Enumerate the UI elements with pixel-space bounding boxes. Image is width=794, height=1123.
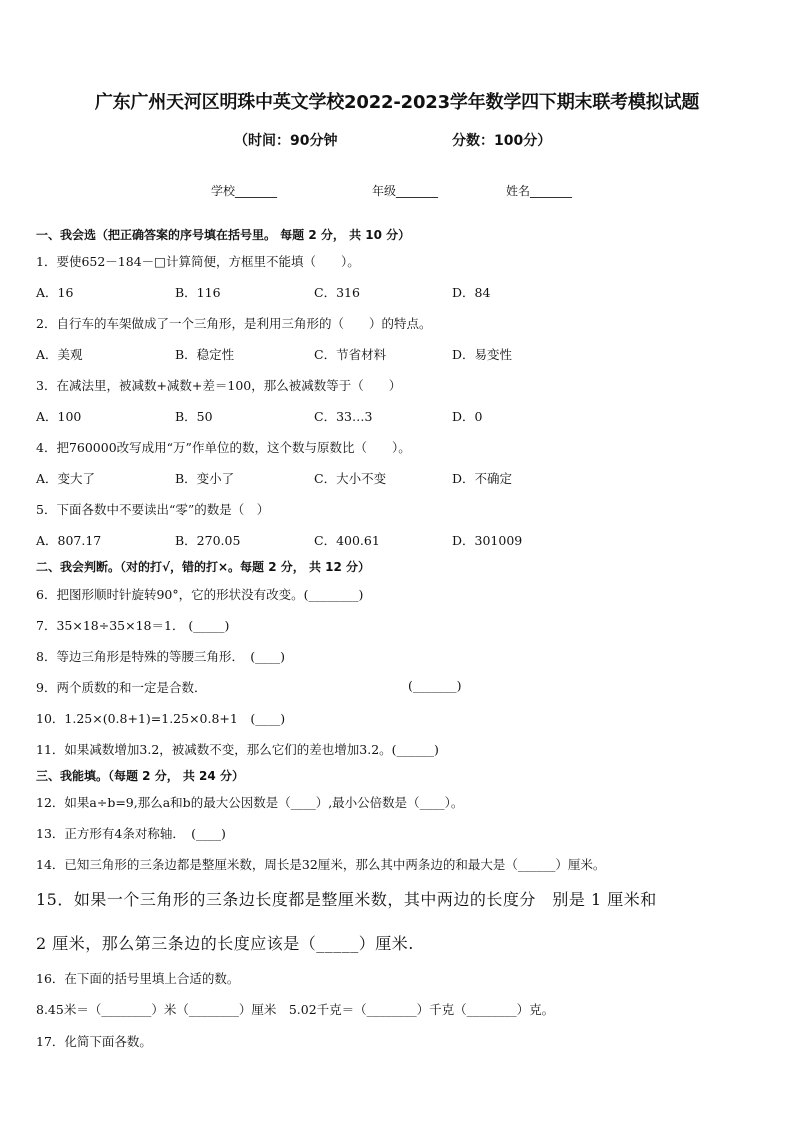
name-field[interactable]: 姓名_______ bbox=[506, 184, 573, 198]
q5-option-d: D．301009 bbox=[452, 533, 523, 548]
q2-option-d: D．易变性 bbox=[452, 347, 513, 362]
question-7: 7．35×18÷35×18＝1． (_____) bbox=[36, 618, 230, 633]
q4-option-b: B．变小了 bbox=[175, 471, 235, 486]
q2-option-b: B．稳定性 bbox=[175, 347, 235, 362]
q3-option-c: C．33…3 bbox=[314, 409, 373, 424]
section-heading-fill: 三、我能填。（每题 2 分， 共 24 分） bbox=[36, 769, 244, 783]
q4-option-d: D．不确定 bbox=[452, 471, 513, 486]
q1-option-c: C．316 bbox=[314, 285, 360, 300]
question-8: 8．等边三角形是特殊的等腰三角形． (____) bbox=[36, 649, 285, 664]
question-13: 13．正方形有4条对称轴． (____) bbox=[36, 826, 226, 841]
q2-option-a: A．美观 bbox=[36, 347, 83, 362]
q3-option-a: A．100 bbox=[36, 409, 82, 424]
q5-option-c: C．400.61 bbox=[314, 533, 380, 548]
grade-field[interactable]: 年级_______ bbox=[372, 184, 439, 198]
question-2: 2．自行车的车架做成了一个三角形，是利用三角形的（ ）的特点。 bbox=[36, 316, 432, 331]
question-14: 14．已知三角形的三条边都是整厘米数，周长是32厘米，那么其中两条边的和最大是（______）厘米。 bbox=[36, 857, 606, 872]
question-9: 9．两个质数的和一定是合数． bbox=[36, 680, 207, 695]
question-4: 4．把760000改写成用“万”作单位的数，这个数与原数比（ ）。 bbox=[36, 440, 411, 455]
section-heading-judge: 二、我会判断。（对的打√，错的打×。每题 2 分， 共 12 分） bbox=[36, 560, 370, 574]
q1-option-d: D．84 bbox=[452, 285, 491, 300]
q4-option-a: A．变大了 bbox=[36, 471, 96, 486]
question-3: 3．在减法里，被减数+减数+差＝100，那么被减数等于（ ） bbox=[36, 378, 402, 393]
question-15-line-1: 15．如果一个三角形的三条边长度都是整厘米数，其中两边的长度分 别是 1 厘米和 bbox=[36, 890, 657, 909]
q5-option-a: A．807.17 bbox=[36, 533, 102, 548]
question-17: 17．化简下面各数。 bbox=[36, 1034, 152, 1049]
q4-option-c: C．大小不变 bbox=[314, 471, 387, 486]
q3-option-d: D．0 bbox=[452, 409, 483, 424]
q1-option-b: B．116 bbox=[175, 285, 221, 300]
question-10: 10．1.25×(0.8+1)=1.25×0.8+1 (____) bbox=[36, 711, 286, 726]
section-heading-choice: 一、我会选（把正确答案的序号填在括号里。 每题 2 分， 共 10 分） bbox=[36, 228, 411, 242]
question-16: 16．在下面的括号里填上合适的数。 bbox=[36, 971, 240, 986]
question-11: 11．如果减数增加3.2，被减数不变，那么它们的差也增加3.2。(______) bbox=[36, 742, 439, 757]
question-9-blank: (_______) bbox=[408, 678, 462, 693]
question-16-blanks: 8.45米＝（________）米（________）厘米 5.02千克＝（________）千克（________）克。 bbox=[36, 1002, 555, 1017]
question-12: 12．如果a÷b=9,那么a和b的最大公因数是（____）,最小公倍数是（____）。 bbox=[36, 795, 464, 810]
exam-title: 广东广州天河区明珠中英文学校2022-2023学年数学四下期末联考模拟试题 bbox=[94, 92, 700, 113]
q5-option-b: B．270.05 bbox=[175, 533, 241, 548]
time-label: （时间：90分钟 bbox=[234, 133, 338, 149]
q1-option-a: A．16 bbox=[36, 285, 74, 300]
school-field[interactable]: 学校_______ bbox=[211, 184, 278, 198]
question-15-line-2: 2 厘米，那么第三条边的长度应该是（_____）厘米. bbox=[36, 934, 414, 953]
question-5: 5．下面各数中不要读出“零”的数是（ ） bbox=[36, 502, 270, 517]
question-6: 6．把图形顺时针旋转90°，它的形状没有改变。(________) bbox=[36, 587, 364, 602]
q2-option-c: C．节省材料 bbox=[314, 347, 387, 362]
question-1: 1．要使652－184－□计算简便，方框里不能填（ ）。 bbox=[36, 254, 360, 269]
q3-option-b: B．50 bbox=[175, 409, 213, 424]
score-label: 分数：100分） bbox=[452, 133, 552, 149]
